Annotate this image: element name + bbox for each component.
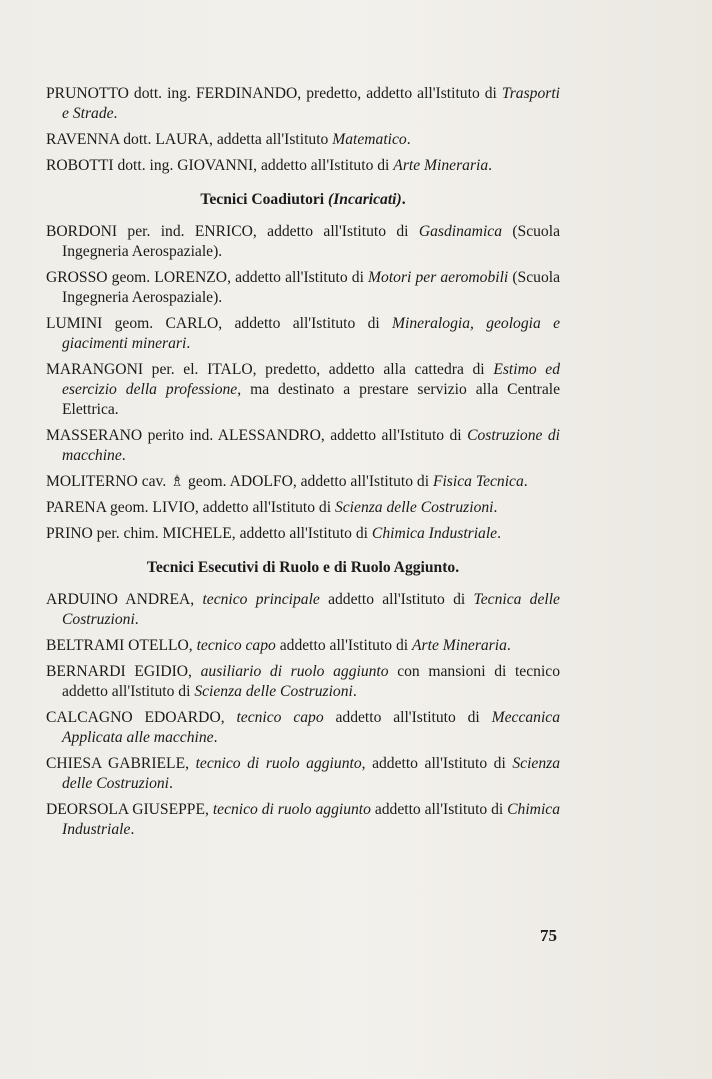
entry-marangoni: MARANGONI per. el. ITALO, predetto, addetto alla cattedra di Estimo ed esercizio della professione, ma destinato a prestare servizio alla Centrale Elettrica.: [46, 361, 561, 418]
section-heading-coadiutori: Tecnici Coadiutori (Incaricati).: [200, 191, 406, 208]
page-body: [46, 84, 560, 846]
entry-arduino: ARDUINO ANDREA, tecnico principale addetto all'Istituto di Tecnica delle Costruzioni.: [46, 591, 560, 628]
entry-beltrami: BELTRAMI OTELLO, tecnico capo addetto all'Istituto di Arte Mineraria.: [46, 637, 511, 654]
entry-moliterno: MOLITERNO cav. ♗ geom. ADOLFO, addetto all'Istituto di Fisica Tecnica.: [46, 473, 528, 490]
page-number: 75: [540, 926, 557, 945]
entry-calcagno: CALCAGNO EDOARDO, tecnico capo addetto all'Istituto di Meccanica Applicata alle macchine.: [46, 709, 561, 746]
entry-bordoni: BORDONI per. ind. ENRICO, addetto all'Istituto di Gasdinamica (Scuola Ingegneria Aerospaziale).: [46, 223, 560, 260]
entry-prino: PRINO per. chim. MICHELE, addetto all'Istituto di Chimica Industriale.: [46, 525, 502, 542]
entry-grosso: GROSSO geom. LORENZO, addetto all'Istituto di Motori per aeromobili (Scuola Ingegneria Aerospaziale).: [46, 269, 560, 306]
entry-deorsola: DEORSOLA GIUSEPPE, tecnico di ruolo aggiunto addetto all'Istituto di Chimica Industriale.: [46, 801, 560, 838]
section-heading-esecutivi: Tecnici Esecutivi di Ruolo e di Ruolo Aggiunto.: [146, 559, 460, 576]
entry-chiesa: CHIESA GABRIELE, tecnico di ruolo aggiunto, addetto all'Istituto di Scienza delle Costruzioni.: [46, 755, 560, 792]
entry-prunotto: PRUNOTTO dott. ing. FERDINANDO, predetto, addetto all'Istituto di Trasporti e Strade.: [46, 85, 560, 122]
entry-masserano: MASSERANO perito ind. ALESSANDRO, addetto all'Istituto di Costruzione di macchine.: [46, 427, 560, 464]
entry-lumini: LUMINI geom. CARLO, addetto all'Istituto di Mineralogia, geologia e giacimenti minerari.: [46, 315, 560, 352]
entry-parena: PARENA geom. LIVIO, addetto all'Istituto di Scienza delle Costruzioni.: [46, 499, 498, 516]
entry-bernardi: BERNARDI EGIDIO, ausiliario di ruolo aggiunto con mansioni di tecnico addetto all'Istituto di Scienza delle Costruzioni.: [46, 663, 560, 700]
entry-ravenna: RAVENNA dott. LAURA, addetta all'Istituto Matematico.: [46, 131, 411, 148]
entry-robotti: ROBOTTI dott. ing. GIOVANNI, addetto all'Istituto di Arte Mineraria.: [46, 157, 493, 174]
